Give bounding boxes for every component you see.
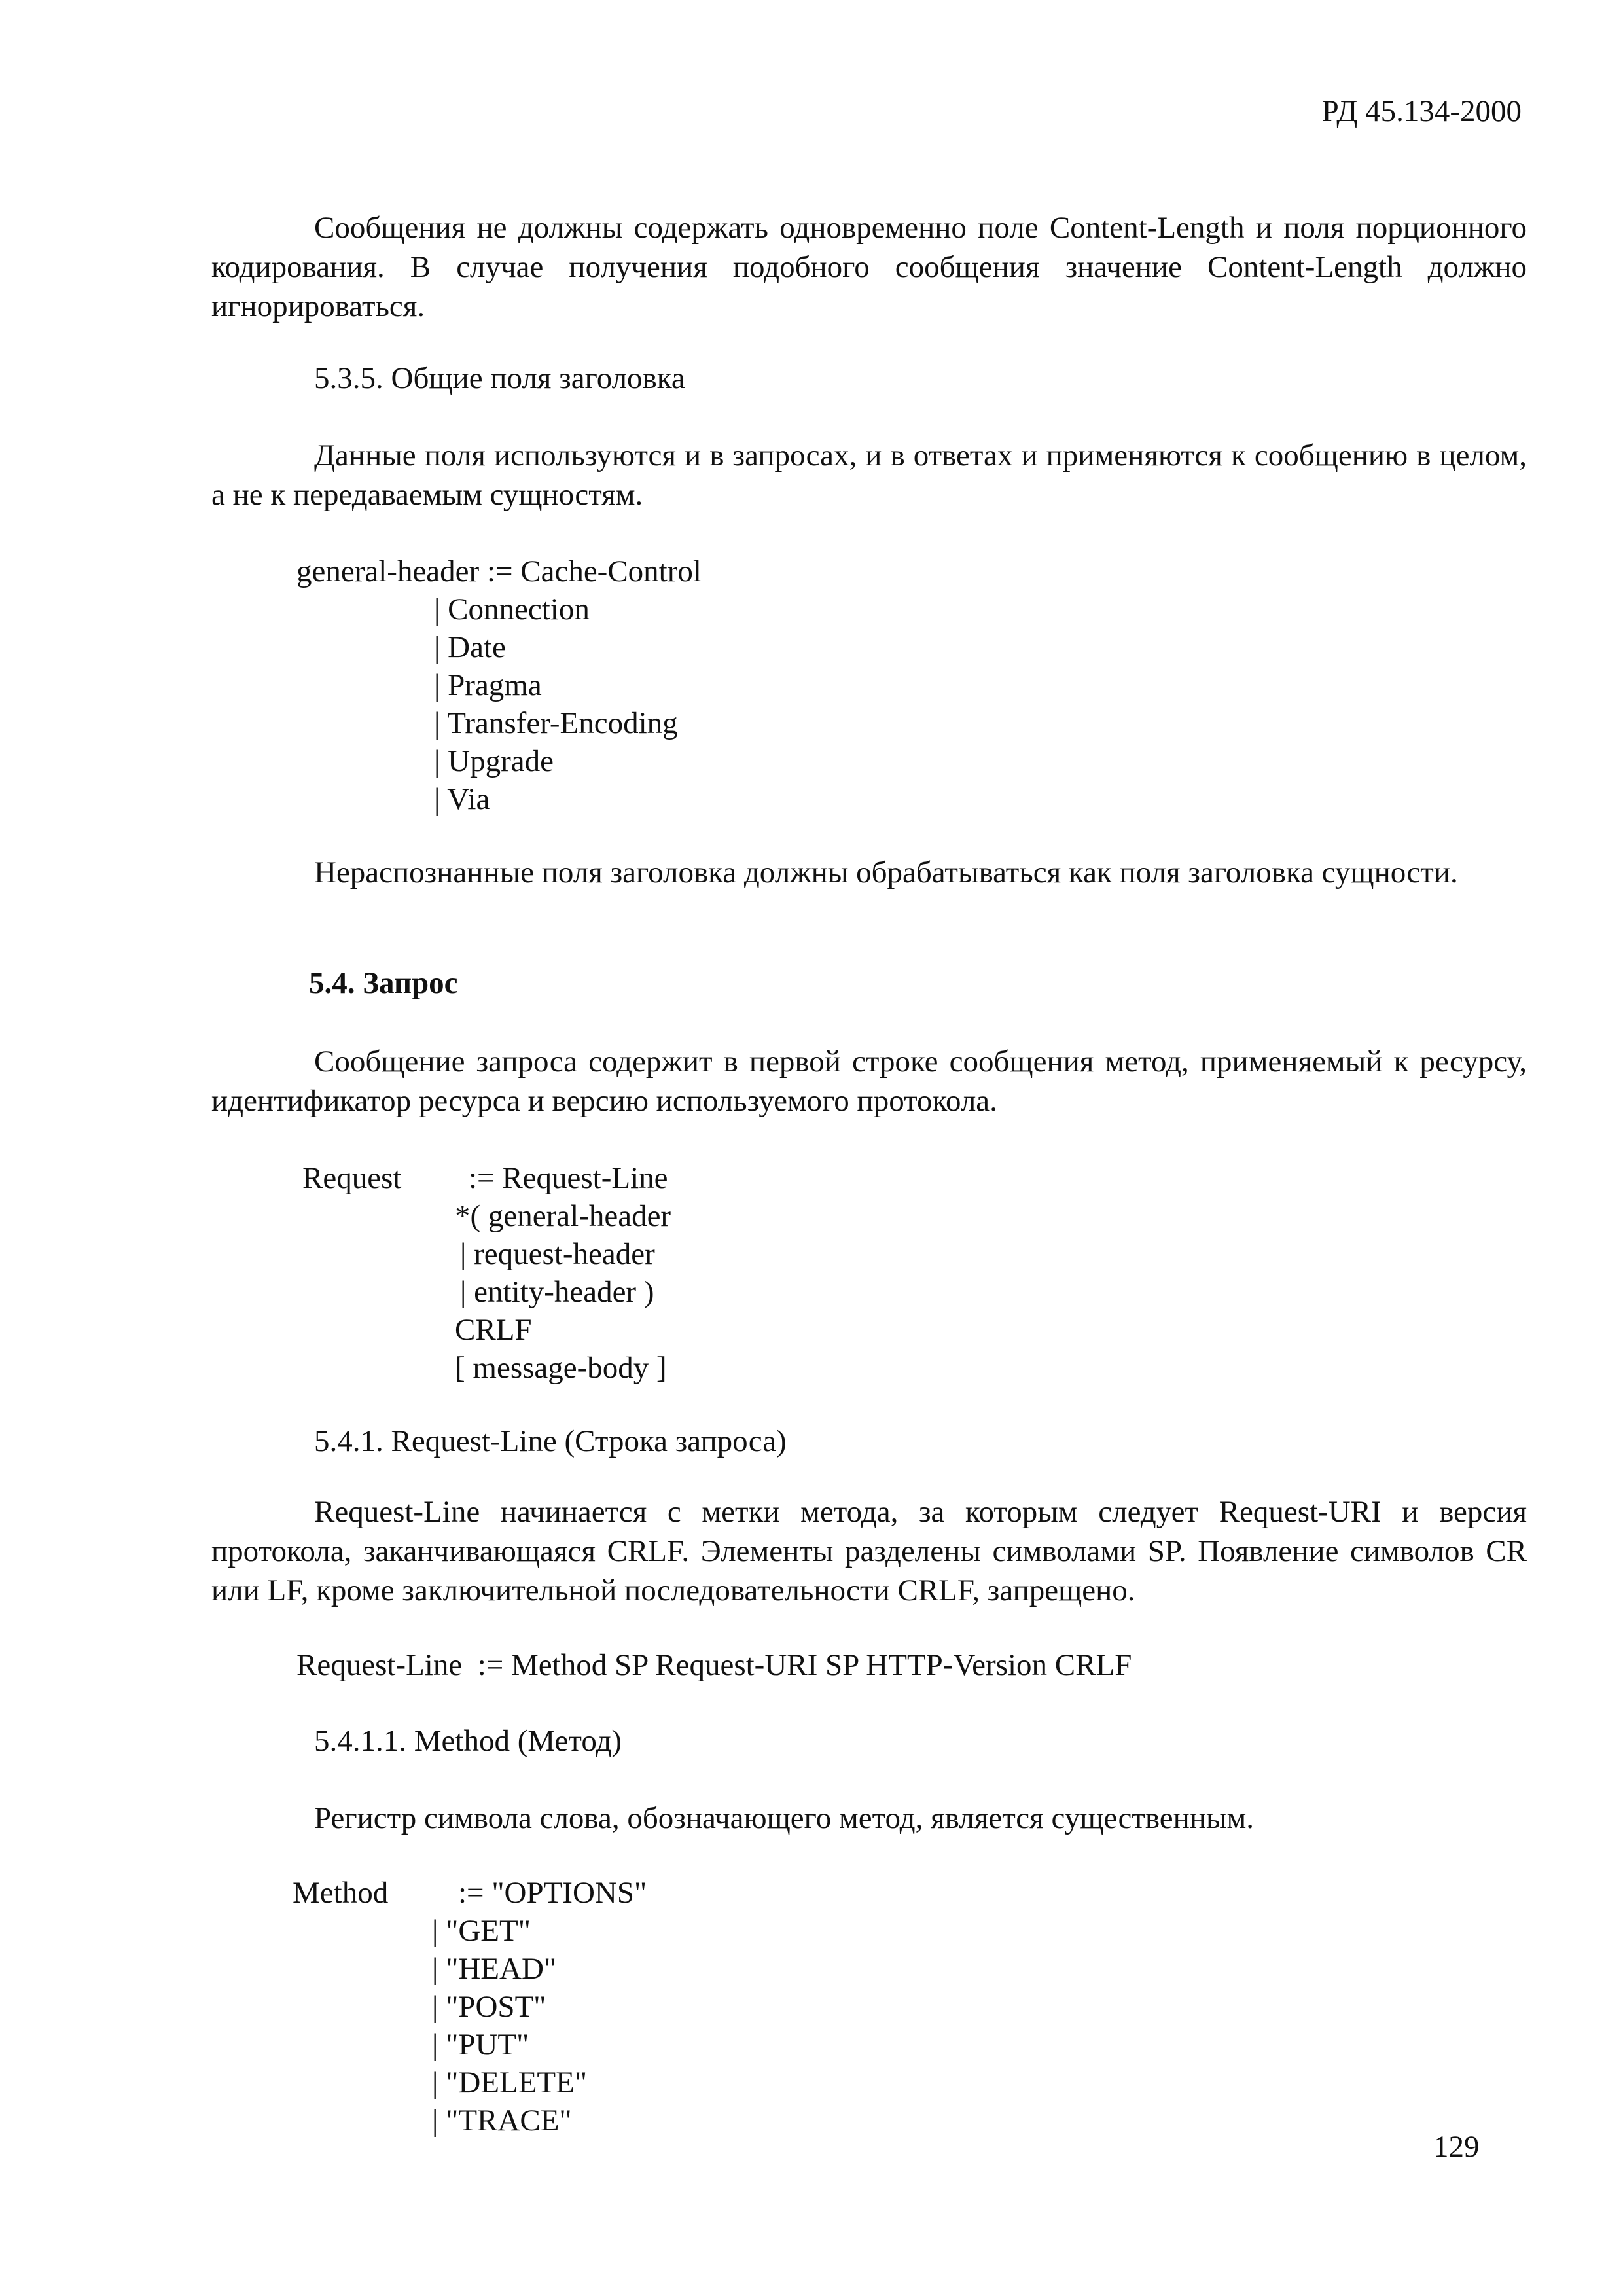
general-header-alternatives: [434, 590, 678, 817]
rule-alt: | Upgrade: [434, 744, 554, 778]
page-number: 129: [1433, 2130, 1480, 2164]
rule-alt: | "GET": [432, 1914, 531, 1948]
rule-line: CRLF: [455, 1313, 532, 1347]
rule-alt: | "HEAD": [432, 1952, 557, 1986]
rule-first: := Request-Line: [469, 1161, 668, 1195]
rule-lhs: Request: [302, 1161, 402, 1195]
rule-lhs: general-header: [296, 554, 480, 588]
rule-alt: | Transfer-Encoding: [434, 706, 678, 740]
method-grammar-alternatives: [432, 1911, 587, 2139]
paragraph-request-line: Request-Line начинается с метки метода, за которым следует Request-URI и версия протокола, заканчивающаяся CRLF. Элементы разделены символами SP. Появление символов CR или LF, кроме заключительной последовательности CRLF, запрещено.: [211, 1495, 1527, 1607]
section-heading-5-4-1-1: 5.4.1.1. Method (Метод): [314, 1724, 622, 1758]
rule-line: | request-header: [460, 1237, 655, 1271]
paragraph-unrecognized: Нераспознанные поля заголовка должны обрабатываться как поля заголовка сущности.: [314, 855, 1458, 889]
paragraph-content-length: Сообщения не должны содержать одновременно поле Content-Length и поля порционного кодирования. В случае получения подобного сообщения значение Content-Length должно игнорироваться.: [211, 211, 1527, 323]
general-header-grammar: [296, 552, 702, 590]
rule-alt: | "POST": [432, 1990, 546, 2024]
rule-alt: | Connection: [434, 592, 590, 626]
rule-line: *( general-header: [455, 1199, 671, 1233]
rule-alt: | Date: [434, 630, 506, 664]
request-grammar-first: [469, 1158, 668, 1196]
rule-alt: | Pragma: [434, 668, 542, 702]
rule-alt: | "PUT": [432, 2028, 529, 2062]
section-heading-5-4-1: 5.4.1. Request-Line (Строка запроса): [314, 1424, 787, 1458]
method-grammar-first: [458, 1873, 647, 1911]
paragraph-method: Регистр символа слова, обозначающего метод, является существенным.: [314, 1801, 1255, 1835]
rule-alt: | "DELETE": [432, 2066, 588, 2100]
section-heading-5-4: 5.4. Запрос: [309, 966, 458, 1000]
method-grammar-lhs: [293, 1873, 388, 1911]
rule-lhs: Method: [293, 1876, 389, 1910]
rule-alt: | Via: [434, 782, 490, 816]
rule-line: | entity-header ): [460, 1275, 654, 1309]
rule-alt: | "TRACE": [432, 2104, 572, 2138]
request-grammar-lhs: [302, 1158, 401, 1196]
section-heading-5-3-5: 5.3.5. Общие поля заголовка: [314, 361, 685, 395]
paragraph-request: Сообщение запроса содержит в первой строке сообщения метод, применяемый к ресурсу, идентификатор ресурса и версию используемого протокола.: [211, 1045, 1527, 1118]
paragraph-general-fields: Данные поля используются и в запросах, и в ответах и применяются к сообщению в целом, а не к передаваемым сущностям.: [211, 439, 1527, 512]
request-grammar-lines: [455, 1196, 671, 1386]
rule-first: := "OPTIONS": [458, 1876, 647, 1910]
request-line-grammar: Request-Line := Method SP Request-URI SP HTTP-Version CRLF: [296, 1648, 1132, 1682]
rule-first: := Cache-Control: [486, 554, 702, 588]
document-code: РД 45.134-2000: [1321, 94, 1522, 128]
rule-line: [ message-body ]: [455, 1351, 667, 1385]
